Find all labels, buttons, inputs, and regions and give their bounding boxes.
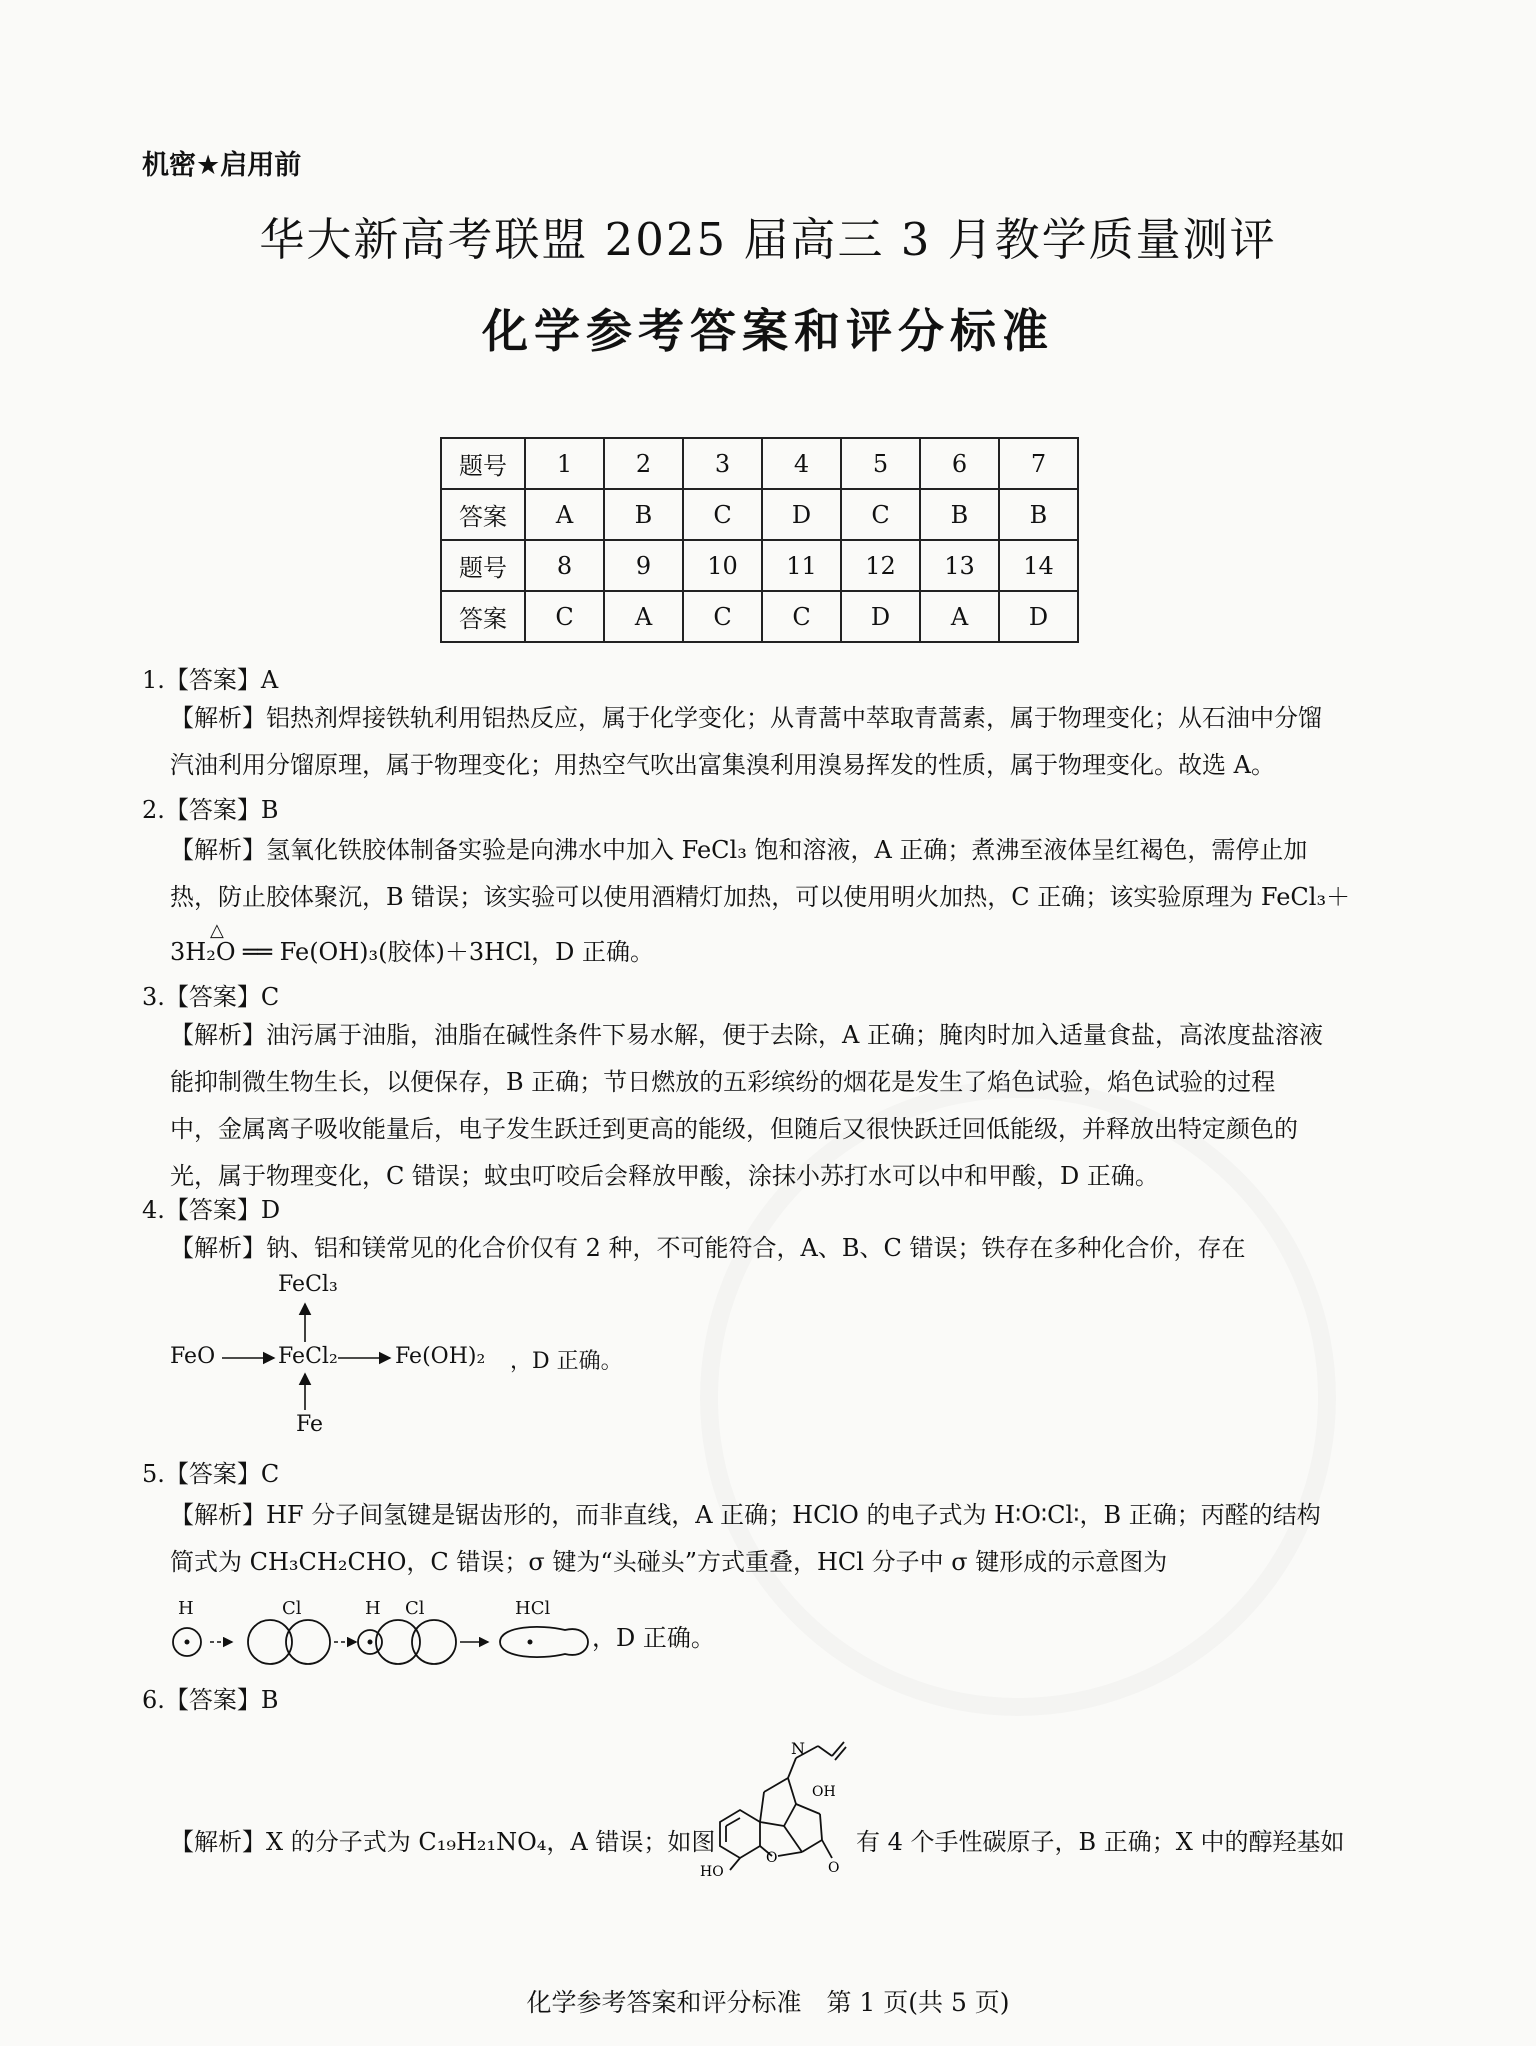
answer-table-cell: 14 [999,540,1078,591]
diagram-fecl3: FeCl₃ [278,1272,338,1297]
analysis-6-line-a: 【解析】X 的分子式为 C₁₉H₂₁NO₄，A 错误；如图 [170,1828,716,1856]
answer-table-cell: D [841,591,920,642]
orbital-label-cl2: Cl [405,1598,425,1619]
orbital-label-hcl: HCl [515,1598,551,1619]
answer-3: 3.【答案】C [142,983,280,1011]
answer-table-cell: B [999,489,1078,540]
answer-table-cell: C [762,591,841,642]
analysis-2 [170,827,1382,976]
diagram-feo: FeO [170,1344,216,1369]
struct-o-ketone: O [828,1860,840,1876]
answer-table-cell: B [604,489,683,540]
answer-table-cell: 13 [920,540,999,591]
analysis-3-line-4: 光，属于物理变化，C 错误；蚊虫叮咬后会释放甲酸，涂抹小苏打水可以中和甲酸，D 正确。 [170,1162,1159,1190]
answer-table-cell: D [999,591,1078,642]
orbital-label-h2: H [365,1598,381,1619]
answer-table-cell: 10 [683,540,762,591]
orbital-label-cl1: Cl [282,1598,302,1619]
struct-n: N [791,1739,805,1758]
answer-table-cell: A [525,489,604,540]
answer-table-cell: 9 [604,540,683,591]
heat-symbol: △ [210,920,224,941]
orbital-tail: ，D 正确。 [592,1624,715,1652]
answer-table-cell: 1 [525,438,604,489]
analysis-1-line-2: 汽油利用分馏原理，属于物理变化；用热空气吹出富集溴利用溴易挥发的性质，属于物理变化。故选 A。 [170,751,1275,779]
answer-table-cell: 12 [841,540,920,591]
diagram-feoh2: Fe(OH)₂ [395,1344,486,1369]
answer-table-cell: 6 [920,438,999,489]
struct-o-ring: O [766,1850,778,1866]
answer-table [440,437,1079,643]
analysis-5-line-2: 简式为 CH₃CH₂CHO，C 错误；σ 键为“头碰头”方式重叠，HCl 分子中 σ 键形成的示意图为 [170,1548,1168,1576]
diagram-tail: ，D 正确。 [510,1349,623,1374]
answer-5: 5.【答案】C [142,1460,280,1488]
analysis-1 [170,695,1382,789]
analysis-2-line-3: 3H₂O ══ Fe(OH)₃(胶体)＋3HCl，D 正确。 [170,938,654,966]
analysis-3 [170,1012,1382,1200]
answer-table-cell: 7 [999,438,1078,489]
answer-table-header-cell: 题号 [441,540,525,591]
answer-table-header-cell: 答案 [441,489,525,540]
answer-table-cell: C [683,591,762,642]
answer-table-header-cell: 答案 [441,591,525,642]
molecule-x-structure [700,1712,850,1877]
answer-table-cell: 8 [525,540,604,591]
page-title: 华大新高考联盟 2025 届高三 3 月教学质量测评 [259,213,1277,266]
answer-table-cell: 11 [762,540,841,591]
answer-table-cell: B [920,489,999,540]
answer-1: 1.【答案】A [142,666,279,694]
analysis-3-line-3: 中，金属离子吸收能量后，电子发生跃迁到更高的能级，但随后又很快跃迁回低能级，并释放出特定颜色的 [170,1115,1298,1143]
analysis-3-line-1: 【解析】油污属于油脂，油脂在碱性条件下易水解，便于去除，A 正确；腌肉时加入适量食盐，高浓度盐溶液 [170,1021,1323,1049]
analysis-2-line-2: 热，防止胶体聚沉，B 错误；该实验可以使用酒精灯加热，可以使用明火加热，C 正确；该实验原理为 FeCl₃＋ [170,883,1351,911]
answer-table-cell: C [525,591,604,642]
page-subtitle: 化学参考答案和评分标准 [482,304,1054,358]
answer-table-row [441,489,1078,540]
analysis-5 [170,1492,1382,1586]
orbital-label-h1: H [178,1598,194,1619]
answer-table-cell: D [762,489,841,540]
analysis-1-line-1: 【解析】铝热剂焊接铁轨利用铝热反应，属于化学变化；从青蒿中萃取青蒿素，属于物理变化；从石油中分馏 [170,704,1322,732]
analysis-3-line-2: 能抑制微生物生长，以便保存，B 正确；节日燃放的五彩缤纷的烟花是发生了焰色试验，焰色试验的过程 [170,1068,1276,1096]
analysis-2-line-3-wrap [170,920,1382,976]
answer-table-row [441,438,1078,489]
diagram-fecl2: FeCl₂ [278,1344,338,1369]
orbital-shapes [170,1598,590,1668]
answer-table-cell: 4 [762,438,841,489]
analysis-5-line-1: 【解析】HF 分子间氢键是锯齿形的，而非直线，A 正确；HClO 的电子式为 H∶O∶Cl∶，B 正确；丙醛的结构 [170,1501,1321,1529]
analysis-6-line-b: 有 4 个手性碳原子，B 正确；X 中的醇羟基如 [856,1828,1345,1856]
analysis-4 [170,1225,1382,1272]
page-footer: 化学参考答案和评分标准 第 1 页(共 5 页) [526,1988,1010,2017]
answer-table-row [441,591,1078,642]
answer-table-cell: 3 [683,438,762,489]
answer-6: 6.【答案】B [142,1686,279,1714]
struct-ho: HO [700,1864,724,1877]
confidential-label: 机密★启用前 [142,150,302,181]
answer-table-cell: 5 [841,438,920,489]
answer-table-cell: C [841,489,920,540]
analysis-2-line-1: 【解析】氢氧化铁胶体制备实验是向沸水中加入 FeCl₃ 饱和溶液，A 正确；煮沸至液体呈红褐色，需停止加 [170,836,1308,864]
answer-4: 4.【答案】D [142,1196,281,1224]
answer-table-cell: A [920,591,999,642]
struct-oh: OH [812,1784,836,1800]
answer-table-cell: 2 [604,438,683,489]
diagram-arrows [170,1272,770,1444]
answer-table-cell: C [683,489,762,540]
diagram-fe: Fe [296,1412,324,1437]
iron-conversion-diagram [170,1272,770,1444]
answer-table-row [441,540,1078,591]
analysis-4-line-1: 【解析】钠、铝和镁常见的化合价仅有 2 种，不可能符合，A、B、C 错误；铁存在多种化合价，存在 [170,1234,1246,1262]
answer-table-cell: A [604,591,683,642]
orbital-overlap-diagram [170,1598,730,1668]
answer-2: 2.【答案】B [142,796,279,824]
answer-table-header-cell: 题号 [441,438,525,489]
